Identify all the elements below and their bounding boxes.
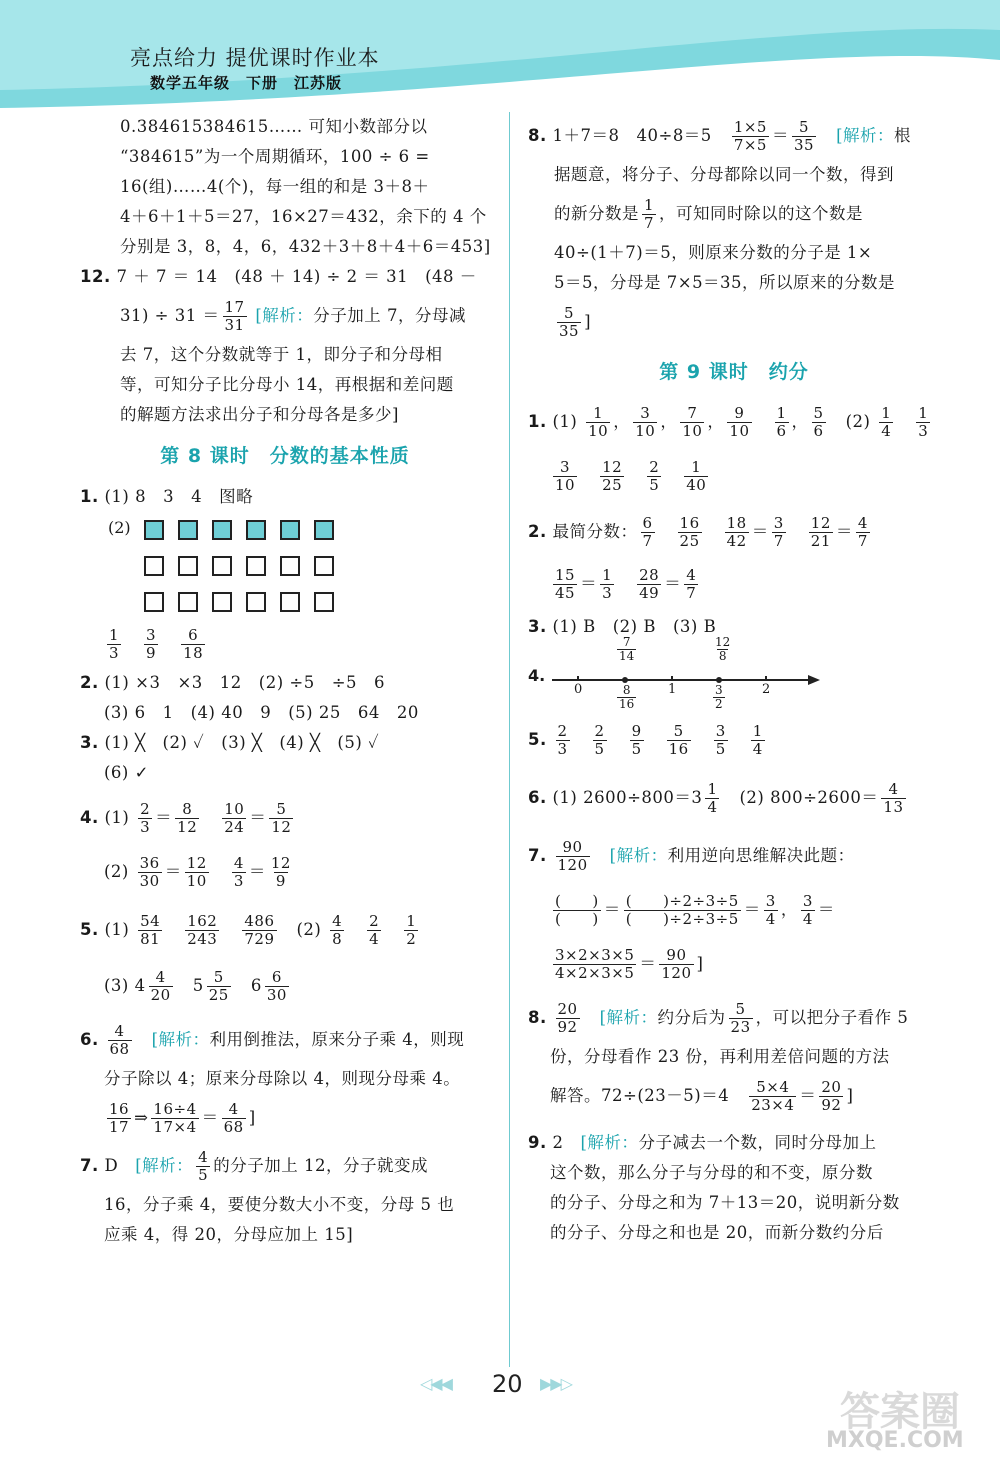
fraction: $\frac{1}{4}$	[752, 722, 763, 758]
fraction: $\frac{( )\div 2\div 3\div 5}{( )\div 2\div 3\div 5}$	[625, 892, 739, 928]
s9-question-2: 2. 最简分数： $\frac{6}{7}$ $\frac{16}{25}$ $\frac{18}{42}$ ＝ $\frac{3}{7}$ $\frac{12}{21}$ ＝ $\frac{4}{7}$	[528, 514, 868, 550]
fraction: $\frac{1}{3}$	[918, 404, 929, 440]
fraction: $\frac{20}{92}$	[821, 1078, 842, 1114]
fraction: $\frac{2}{3}$	[140, 800, 151, 836]
answer-text: 31) ÷ 31 ＝	[120, 306, 220, 325]
fraction: $\frac{( )}{( )}$	[555, 892, 599, 928]
text-line: $\frac{5}{35}$ ]	[559, 304, 592, 340]
fraction: $\frac{5}{35}$	[559, 304, 580, 340]
analysis-text: 利用逆向思维解决此题：	[667, 846, 855, 865]
fraction: $\frac{4}{5}$	[198, 1148, 209, 1184]
empty-square	[144, 556, 164, 576]
fraction: $\frac{4}{68}$	[223, 1100, 244, 1136]
fraction: $\frac{1}{3}$	[109, 626, 120, 662]
watermark-logo: 答案圈	[840, 1389, 960, 1435]
fraction: $\frac{3}{4}$	[765, 892, 776, 928]
question-number: 3.	[80, 733, 99, 752]
analysis-text: 的分子加上 12，分子就变成	[213, 1156, 428, 1175]
empty-square	[246, 592, 266, 612]
fraction: $\frac{4}{68}$	[109, 1022, 130, 1058]
fraction: $\frac{4}{8}$	[332, 912, 343, 948]
s9-question-6	[528, 774, 940, 822]
fraction: $\frac{20}{92}$	[557, 1000, 578, 1036]
text-line: 分子除以 4；原来分母除以 4，则现分母乘 4。	[104, 1069, 461, 1088]
text-line: “384615”为一个周期循环，100 ÷ 6 =	[120, 147, 430, 166]
s8-question-6	[80, 1016, 490, 1064]
question-number: 4.	[80, 808, 99, 827]
empty-square	[280, 592, 300, 612]
text-line: $\frac{3\times 2\times 3\times 5}{4\times 2\times 3\times 5}$ ＝ $\frac{90}{120}$ ]	[555, 946, 704, 982]
fraction: $\frac{90}{120}$	[557, 838, 588, 874]
fraction: $\frac{9}{10}$	[729, 404, 750, 440]
question-8: 8. 1＋7＝8 40÷8＝5 $\frac{1\times 5}{7\times 5}$ ＝ $\frac{5}{35}$ [解析：根	[528, 118, 911, 154]
empty-square	[178, 556, 198, 576]
question-number: 1.	[80, 487, 99, 506]
analysis-tag: [解析：	[599, 1008, 658, 1027]
number-line	[548, 642, 848, 712]
fraction: $\frac{6}{7}$	[642, 514, 653, 550]
text-line: 据题意，将分子、分母都除以同一个数，得到	[554, 165, 894, 184]
s9-question-1: 1. (1) $\frac{1}{10}$ ， $\frac{3}{10}$ ， $\frac{7}{10}$ ， $\frac{9}{10}$ $\frac{1}{6}$ ， $\frac{5}{6}$ (2) $\frac{1}{4}$ $\frac{1}{3}$	[528, 404, 929, 440]
fraction: $\frac{162}{243}$	[187, 912, 218, 948]
fraction: $\frac{5}{35}$	[793, 118, 815, 154]
analysis-text: 约分后为	[657, 1008, 726, 1027]
question-number: 9.	[528, 1133, 547, 1152]
fraction: $\frac{5}{12}$	[271, 800, 292, 836]
fraction: $\frac{28}{49}$	[639, 566, 660, 602]
analysis-tag: [解析：	[135, 1156, 194, 1175]
answer-text: (1) ×3 ×3 12 (2) ÷5 ÷5 6	[104, 673, 386, 692]
question-number: 8.	[528, 126, 547, 145]
text-line: 等，可知分子比分母小 14，再根据和差问题	[120, 375, 454, 394]
column-divider	[509, 112, 510, 1367]
answer-text: 1＋7＝8 40÷8＝5	[552, 126, 712, 145]
fraction: $\frac{2}{4}$	[369, 912, 380, 948]
fraction: $\frac{486}{729}$	[244, 912, 275, 948]
question-number: 12.	[80, 267, 111, 286]
question-number: 5.	[528, 730, 547, 749]
fraction: $\frac{16}{17}$	[109, 1100, 130, 1136]
question-number: 2.	[80, 673, 99, 692]
fraction: $\frac{36}{30}$	[139, 854, 160, 890]
fraction: $\frac{5}{23}$	[730, 1000, 751, 1036]
tick-label: 0	[574, 682, 583, 697]
text-line: $\frac{15}{45}$ ＝ $\frac{1}{3}$ $\frac{28}{49}$ ＝ $\frac{4}{7}$	[555, 566, 697, 602]
text-line	[104, 620, 490, 668]
sub-question-label: (1)	[552, 412, 578, 431]
fraction: $\frac{4}{20}$	[150, 968, 171, 1004]
fraction: $\frac{4}{7}$	[857, 514, 868, 550]
empty-square	[144, 592, 164, 612]
fraction: $\frac{9}{5}$	[631, 722, 642, 758]
fraction: $\frac{16}{25}$	[679, 514, 700, 550]
answer-text: (1) ╳ (2) ✓ (3) ╳ (4) ╳ (5) ✓	[104, 733, 380, 752]
question-12	[80, 262, 490, 292]
sub-question-label: (1)	[104, 808, 130, 827]
text-line	[104, 962, 490, 1010]
sub-question-label: (2)	[845, 412, 871, 431]
analysis-text: 分子加上 7，分母减	[313, 306, 467, 325]
question-number: 2.	[528, 522, 547, 541]
text-line: 去 7，这个分数就等于 1，即分子和分母相	[120, 345, 443, 364]
sub-question-label: (1)	[104, 920, 130, 939]
s9-question-5	[528, 716, 940, 764]
fraction: $\frac{1}{4}$	[881, 404, 892, 440]
text-line: 份，分母看作 23 份，再利用差倍问题的方法	[550, 1047, 890, 1066]
mixed-number: 5	[192, 976, 204, 995]
text-line	[550, 452, 940, 500]
fraction: $\frac{7}{10}$	[682, 404, 703, 440]
fraction: $\frac{18}{42}$	[726, 514, 747, 550]
fraction: $\frac{7}{14}$	[619, 635, 635, 663]
fraction: $\frac{3}{9}$	[146, 626, 157, 662]
shaded-square	[314, 520, 334, 540]
fraction: $\frac{5\times 4}{23\times 4}$	[751, 1078, 795, 1114]
sub-question-label: (2)	[108, 518, 131, 537]
empty-square	[314, 592, 334, 612]
analysis-tag: [解析：	[255, 306, 314, 325]
square-grid	[108, 512, 490, 620]
analysis-text: 利用倒推法，原来分子乘 4，则现	[209, 1030, 465, 1049]
fraction: $\frac{3}{7}$	[773, 514, 784, 550]
fraction: $\frac{2}{3}$	[557, 722, 568, 758]
s8-question-7	[80, 1142, 490, 1190]
analysis-tag: [解析：	[609, 846, 668, 865]
shaded-square	[212, 520, 232, 540]
fraction: $\frac{3}{5}$	[715, 722, 726, 758]
fraction: $\frac{2}{5}$	[649, 458, 660, 494]
fraction: $\frac{5}{16}$	[668, 722, 689, 758]
question-number: 5.	[80, 920, 99, 939]
s8-question-3	[80, 728, 490, 758]
fraction: $\frac{90}{120}$	[661, 946, 692, 982]
fraction: $\frac{5}{6}$	[813, 404, 824, 440]
text-line: 分别是 3，8，4，6，432＋3＋8＋4＋6＝453]	[120, 237, 491, 256]
text-line: 的解题方法求出分子和分母各是多少]	[120, 405, 399, 424]
s9-question-7	[528, 832, 940, 880]
section-title-lesson-9: 第 9 课时 约分	[659, 361, 809, 383]
fraction: $\frac{3\times 2\times 3\times 5}{4\times 2\times 3\times 5}$	[555, 946, 635, 982]
left-column	[80, 112, 490, 1250]
fraction: $\frac{54}{81}$	[140, 912, 161, 948]
section-title-lesson-8: 第 8 课时 分数的基本性质	[160, 445, 410, 467]
answer-text: (1) B (2) B (3) B	[552, 617, 717, 636]
analysis-tag: [解析：	[151, 1030, 210, 1049]
shaded-square	[246, 520, 266, 540]
question-number: 6.	[528, 788, 547, 807]
book-subtitle: 数学五年级 下册 江苏版	[150, 74, 343, 92]
text-line: 0.384615384615…… 可知小数部分以	[120, 117, 428, 136]
fraction: $\frac{16\div 4}{17\times 4}$	[153, 1100, 197, 1136]
fraction: $\frac{1}{3}$	[602, 566, 613, 602]
answer-text: (2) 800÷2600＝	[739, 788, 879, 807]
fraction: $\frac{4}{13}$	[883, 780, 904, 816]
analysis-text: 根	[894, 126, 911, 145]
answer-text: (1) 8 3 4 图略	[104, 487, 254, 506]
shaded-square	[178, 520, 198, 540]
fraction: $\frac{5}{25}$	[208, 968, 229, 1004]
tick-label: 2	[762, 682, 771, 697]
left-arrows-icon: ◁◀◀	[420, 1374, 451, 1393]
fraction: $\frac{12}{9}$	[270, 854, 291, 890]
fraction: $\frac{1}{2}$	[406, 912, 417, 948]
analysis-text: 分子减去一个数，同时分母加上	[638, 1133, 877, 1152]
empty-square	[314, 556, 334, 576]
fraction: $\frac{1}{4}$	[707, 780, 718, 816]
text-line: 这个数，那么分子与分母的和不变，原分数	[550, 1163, 873, 1182]
question-number: 7.	[528, 846, 547, 865]
fraction: $\frac{2}{5}$	[594, 722, 605, 758]
answer-text: 7 ＋ 7 ＝ 14 (48 ＋ 14) ÷ 2 ＝ 31 (48 －	[116, 267, 477, 286]
question-number: 3.	[528, 617, 547, 636]
fraction: $\frac{3}{2}$	[715, 683, 723, 711]
s8-question-4: 4. (1) $\frac{2}{3}$ ＝ $\frac{8}{12}$ $\frac{10}{24}$ ＝ $\frac{5}{12}$	[80, 800, 292, 836]
analysis-text: 的新分数是	[554, 204, 639, 223]
s9-question-4-number-line	[528, 635, 940, 712]
answer-text: (1) 2600÷800＝3	[552, 788, 703, 807]
watermark-url: MXQE.COM	[826, 1428, 964, 1453]
text-line: $\frac{( )}{( )}$ ＝ $\frac{( )\div 2\div 3\div 5}{( )\div 2\div 3\div 5}$ ＝ $\frac{3}{4}$ ， $\frac{3}{4}$ ＝	[555, 892, 835, 928]
text-line	[554, 190, 940, 238]
fraction: $\frac{4}{3}$	[233, 854, 244, 890]
fraction: $\frac{12}{10}$	[186, 854, 207, 890]
fraction: $\frac{6}{30}$	[266, 968, 287, 1004]
analysis-tag: [解析：	[836, 126, 894, 145]
empty-square	[246, 556, 266, 576]
book-title: 亮点给力 提优课时作业本	[130, 46, 380, 70]
fraction: $\frac{10}{24}$	[224, 800, 245, 836]
text-line: (6) ✓	[104, 763, 149, 782]
empty-square	[178, 592, 198, 612]
analysis-tag: [解析：	[580, 1133, 639, 1152]
fraction: $\frac{12}{25}$	[602, 458, 623, 494]
shaded-square	[280, 520, 300, 540]
analysis-text: ，可知同时除以的这个数是	[659, 204, 864, 223]
sub-question-label: (2)	[104, 862, 129, 881]
question-number: 8.	[528, 1008, 547, 1027]
empty-square	[212, 592, 232, 612]
answer-text: 2	[552, 1133, 564, 1152]
fraction: $\frac{12}{8}$	[715, 635, 731, 663]
fraction: $\frac{3}{4}$	[802, 892, 813, 928]
text-line: 的分子、分母之和也是 20，而新分数约分后	[550, 1223, 884, 1242]
text-line: 4＋6＋1＋5＝27，16×27＝432，余下的 4 个	[120, 207, 487, 226]
text-line: 5＝5，分母是 7×5＝35，所以原来的分数是	[554, 273, 896, 292]
text-line: $\frac{16}{17}$ ⇒ $\frac{16\div 4}{17\times 4}$ ＝ $\frac{4}{68}$ ]	[109, 1100, 256, 1136]
fraction: $\frac{1\times 5}{7\times 5}$	[733, 118, 767, 154]
s9-question-9	[528, 1128, 940, 1158]
s8-question-2	[80, 668, 490, 698]
mixed-number: 6	[250, 976, 262, 995]
s8-question-1	[80, 482, 490, 512]
text-line: (2) $\frac{36}{30}$ ＝ $\frac{12}{10}$ $\frac{4}{3}$ ＝ $\frac{12}{9}$	[104, 854, 291, 890]
fraction: $\frac{1}{10}$	[588, 404, 609, 440]
empty-square	[212, 556, 232, 576]
fraction: $\frac{1}{7}$	[644, 196, 655, 232]
text-line: (3) 6 1 (4) 40 9 (5) 25 64 20	[104, 703, 419, 722]
tick-label: 1	[668, 682, 677, 697]
answer-text: 最简分数：	[552, 522, 638, 541]
s9-question-3	[528, 612, 940, 642]
right-arrows-icon: ▶▶▷	[540, 1374, 571, 1393]
fraction: $\frac{4}{7}$	[686, 566, 697, 602]
text-line: 40÷(1＋7)＝5，则原来分数的分子是 1×	[554, 243, 873, 262]
fraction: $\frac{1}{40}$	[686, 458, 707, 494]
fraction: $\frac{1}{6}$	[776, 404, 787, 440]
answer-text: D	[104, 1156, 119, 1175]
text-line: 解答。72÷(23－5)＝4 $\frac{5\times 4}{23\times 4}$ ＝ $\frac{20}{92}$ ]	[550, 1078, 854, 1114]
fraction: $\frac{8}{12}$	[177, 800, 198, 836]
shaded-square	[144, 520, 164, 540]
question-number: 4.	[528, 666, 546, 685]
text-line: 应乘 4，得 20，分母应加上 15]	[104, 1225, 354, 1244]
fraction: $\frac{15}{45}$	[555, 566, 576, 602]
analysis-text: 解答。72÷(23－5)＝4	[550, 1086, 730, 1105]
mixed-number: (3) 4	[104, 976, 146, 995]
header-banner	[0, 0, 1000, 108]
fraction: $\frac{17}{31}$	[224, 298, 245, 334]
sub-question-label: (2)	[296, 920, 322, 939]
page-number: 20	[492, 1370, 523, 1398]
analysis-text: ，可以把分子看作 5	[755, 1008, 909, 1027]
s8-question-5	[80, 906, 490, 954]
right-column	[528, 112, 940, 1248]
fraction: $\frac{3}{10}$	[555, 458, 576, 494]
text-line: 16(组)……4(个)，每一组的和是 3＋8＋	[120, 177, 430, 196]
fraction: $\frac{6}{18}$	[183, 626, 204, 662]
fraction: $\frac{12}{21}$	[810, 514, 831, 550]
question-number: 1.	[528, 412, 547, 431]
question-number: 6.	[80, 1030, 99, 1049]
text-line: 的分子、分母之和为 7＋13＝20，说明新分数	[550, 1193, 900, 1212]
text-line	[120, 292, 490, 340]
fraction: $\frac{3}{10}$	[635, 404, 656, 440]
s9-question-8	[528, 994, 940, 1042]
empty-square	[280, 556, 300, 576]
fraction: $\frac{8}{16}$	[619, 683, 635, 711]
question-number: 7.	[80, 1156, 99, 1175]
text-line: 16，分子乘 4，要使分数大小不变，分母 5 也	[104, 1195, 455, 1214]
